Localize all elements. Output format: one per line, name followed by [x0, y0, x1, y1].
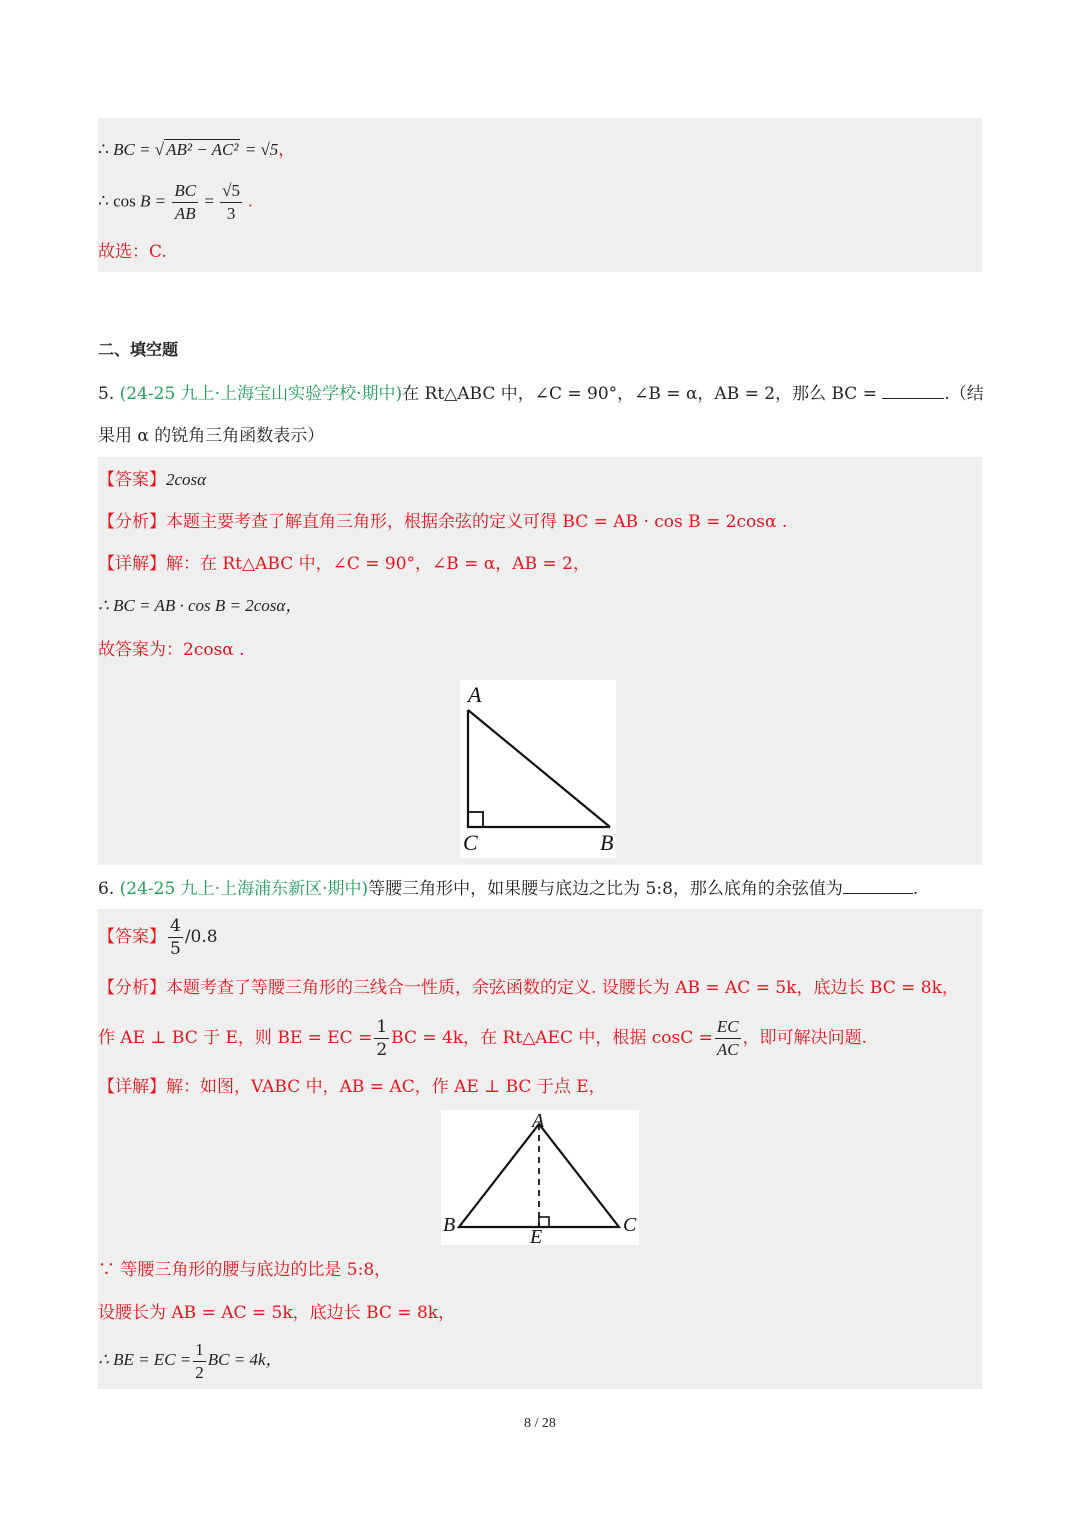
- page-number: 8 / 28: [524, 1416, 556, 1431]
- q5-source: (24-25 九上·上海宝山实验学校·期中): [119, 384, 403, 404]
- label-b: B: [443, 1214, 456, 1236]
- q5-right-triangle-figure: [460, 680, 616, 858]
- q6-source: (24-25 九上·上海浦东新区·期中): [119, 879, 369, 899]
- label-b: B: [600, 830, 614, 855]
- q6-analysis-2: 作 AE ⊥ BC 于 E，则 BE = EC = $\frac{1}{2}$ BC = 4k，在 Rt△AEC 中，根据 cosC = $\frac{EC}{AC}$ ，即可解决问题.: [98, 1017, 868, 1060]
- q6-analysis-1: 【分析】本题考查了等腰三角形的三线合一性质，余弦函数的定义. 设腰长为 AB = AC = 5k，底边长 BC = 8k，: [98, 978, 959, 998]
- fraction-4-5: $\frac{4}{5}$: [170, 916, 181, 959]
- label-a: A: [532, 1110, 545, 1132]
- section-title: 二、填空题: [98, 340, 179, 359]
- fraction-bc-ab: $\frac{BC}{AB}$: [174, 181, 197, 223]
- q5-step1: ∴ BC = AB · cos B = 2cosα，: [98, 596, 303, 615]
- label-c: C: [463, 830, 478, 855]
- q6-isosceles-triangle-figure: [441, 1110, 639, 1245]
- q6-detail: 【详解】解：如图，VABC 中，AB = AC，作 AE ⊥ BC 于点 E，: [98, 1077, 606, 1097]
- choice-text: 故选：C.: [98, 242, 167, 262]
- solution-line-bc: ∴ BC = √ AB² − AC² = √5，: [98, 140, 296, 159]
- label-e: E: [530, 1226, 543, 1245]
- q6-answer: 【答案】 $\frac{4}{5}$ /0.8: [98, 916, 218, 959]
- fraction-root5-3: $\frac{√5}{3}$: [222, 181, 241, 223]
- q5-stem: 5. (24-25 九上·上海宝山实验学校·期中)在 Rt△ABC 中，∠C = 90°，∠B = α，AB = 2，那么 BC = .（结: [98, 384, 984, 404]
- q6-step3: ∴ BE = EC = $\frac{1}{2}$ BC = 4k，: [98, 1339, 283, 1382]
- q5-stem-line2: 果用 α 的锐角三角函数表示）: [98, 426, 325, 446]
- solution-line-cosb: ∴ cos B = $\frac{BC}{AB}$ = $\frac{√5}{3}$ .: [98, 181, 253, 223]
- q5-analysis: 【分析】本题主要考查了解直角三角形，根据余弦的定义可得 BC = AB · cos B = 2cosα .: [98, 512, 788, 532]
- q5-final: 故答案为：2cosα .: [98, 640, 245, 660]
- q5-answer-blank: [882, 384, 944, 399]
- q5-answer: 【答案】2cosα: [98, 470, 207, 490]
- q6-stem: 6. (24-25 九上·上海浦东新区·期中)等腰三角形中，如果腰与底边之比为 5:8，那么底角的余弦值为 .: [98, 879, 919, 899]
- label-a: A: [468, 682, 482, 707]
- q6-step1: ∵ 等腰三角形的腰与底边的比是 5:8，: [98, 1260, 392, 1280]
- q6-answer-blank: [843, 879, 913, 894]
- q5-detail: 【详解】解：在 Rt△ABC 中，∠C = 90°，∠B = α，AB = 2，: [98, 554, 590, 574]
- q6-step2: 设腰长为 AB = AC = 5k，底边长 BC = 8k，: [98, 1303, 456, 1323]
- label-c: C: [623, 1214, 637, 1236]
